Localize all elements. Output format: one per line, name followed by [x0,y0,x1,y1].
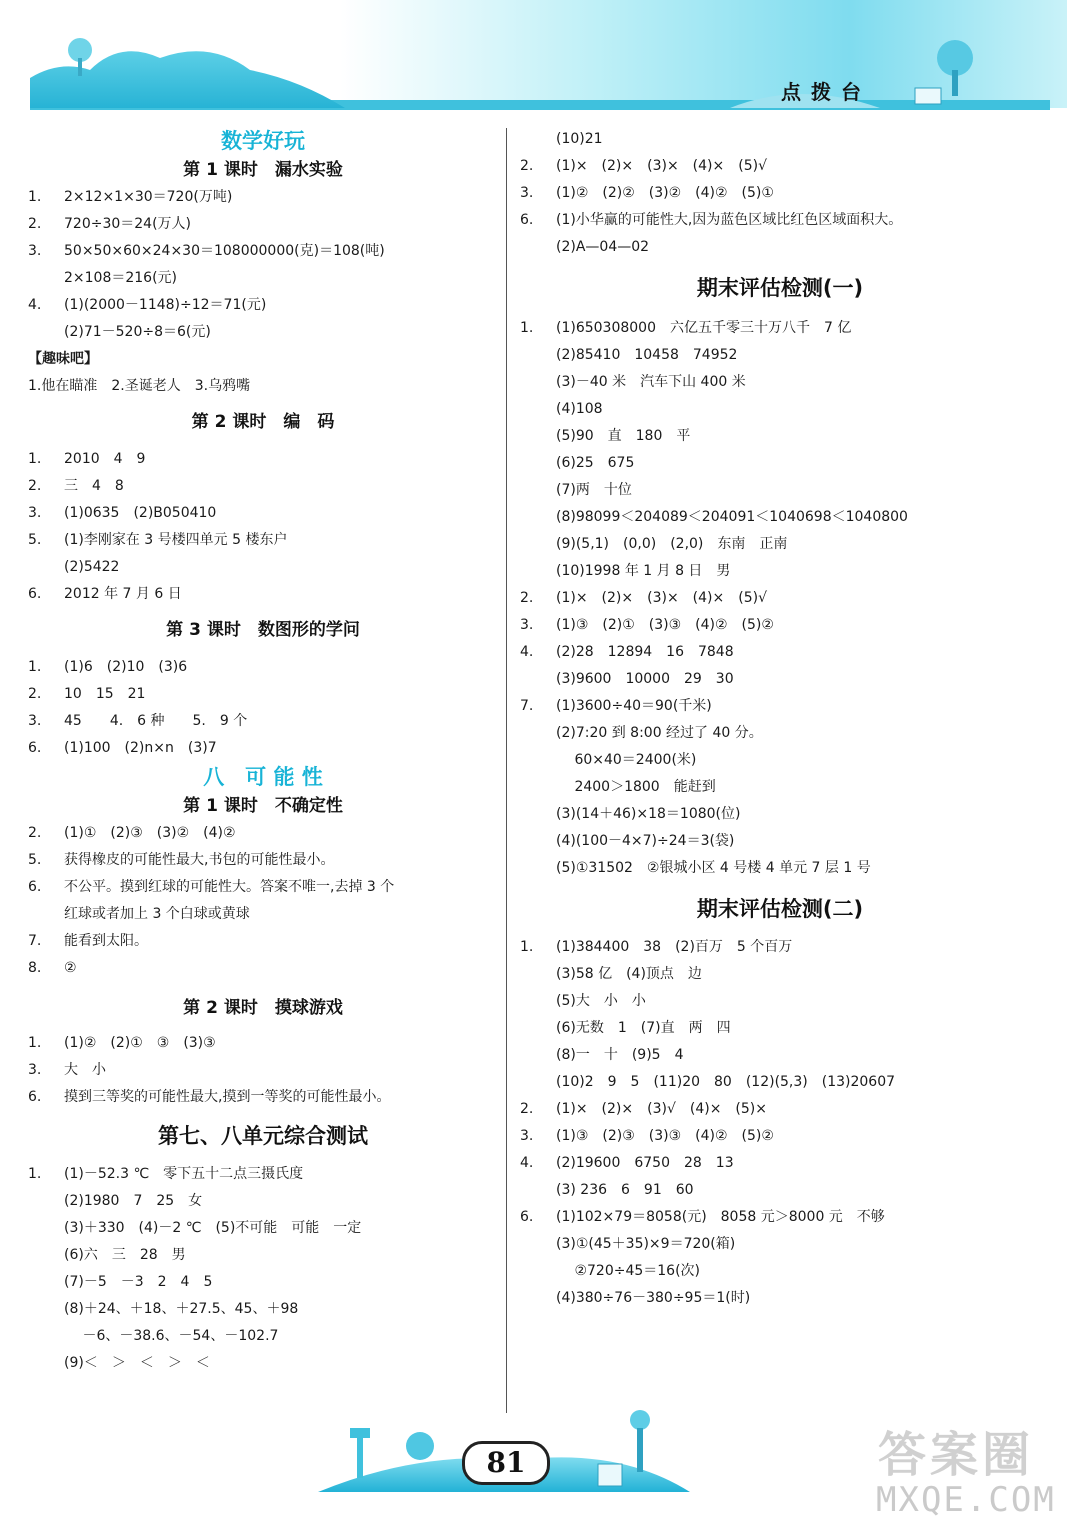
answer-line [520,1042,1040,1069]
answer-line [28,473,498,500]
answer-line [28,211,498,238]
answer-text: (2)28 12894 16 7848 [556,644,734,660]
answer-line [520,1177,1040,1204]
answer-line [520,504,1040,531]
answer-line [28,1030,498,1057]
question-number: 3. [28,505,42,521]
answer-line [28,654,498,681]
answer-text: (2)1980 7 25 女 [64,1193,203,1209]
question-number: 2. [28,216,42,232]
answer-text: (5)90 直 180 平 [556,428,691,444]
question-number: 2. [520,590,534,606]
answer-text: (2)7:20 到 8:00 经过了 40 分。 [556,725,763,741]
answer-line [520,747,1040,774]
answer-line [520,1258,1040,1285]
answer-text: (7)－5 －3 2 4 5 [64,1274,213,1290]
answer-text: (3)9600 10000 29 30 [556,671,734,687]
answer-line [520,207,1040,234]
answer-text: (1)② (2)① ③ (3)③ [64,1035,216,1051]
watermark-logo: 答案圈 [878,1427,1035,1483]
question-number: 1. [520,320,534,336]
answer-line [520,934,1040,961]
answer-list [28,446,498,608]
question-number: 6. [28,1089,42,1105]
answer-list [28,654,498,762]
answer-line [520,612,1040,639]
answer-text: (1)× (2)× (3)× (4)× (5)√ [556,158,767,174]
answer-text: 2010 4 9 [64,451,146,467]
question-number: 1. [28,1166,42,1182]
lesson-title-uncertainty: 第 1 课时 不确定性 [183,796,343,816]
answer-line [520,1285,1040,1312]
answer-text: (5)①31502 ②银城小区 4 号楼 4 单元 7 层 1 号 [556,860,871,876]
answer-line [28,955,498,982]
section-title-unit-test: 第七、八单元综合测试 [158,1124,368,1148]
answer-text: (2)85410 10458 74952 [556,347,738,363]
answer-line [520,423,1040,450]
answer-line [28,847,498,874]
answer-line [520,774,1040,801]
fun-corner-answers: 1.他在瞄准 2.圣诞老人 3.乌鸦嘴 [28,378,251,394]
answer-text: (1)650308000 六亿五千零三十万八千 7 亿 [556,320,852,336]
answer-text: (1)③ (2)① (3)③ (4)② (5)② [556,617,774,633]
answer-text: (3)58 亿 (4)顶点 边 [556,966,702,982]
answer-line [28,319,498,346]
answer-text: 50×50×60×24×30＝108000000(克)＝108(吨) [64,243,385,259]
answer-line [520,234,1040,261]
answer-text: (1)100 (2)n×n (3)7 [64,740,217,756]
answer-line [28,1323,498,1350]
answer-line [520,558,1040,585]
question-number: 6. [28,740,42,756]
watermark-url: MXQE.COM [876,1480,1056,1520]
question-number: 6. [520,212,534,228]
answer-line [28,1242,498,1269]
answer-line [28,1161,498,1188]
answer-text: (8)＋24、＋18、＋27.5、45、＋98 [64,1301,299,1317]
question-number: 1. [28,659,42,675]
answer-line [28,1350,498,1377]
answer-line [520,315,1040,342]
answer-line [520,720,1040,747]
answer-text: (1)0635 (2)B050410 [64,505,217,521]
answer-line [28,874,498,901]
question-number: 1. [28,189,42,205]
answer-line [28,901,498,928]
answer-text: 2×108＝216(元) [64,270,178,286]
answer-line [520,693,1040,720]
answer-text: (4)(100－4×7)÷24＝3(袋) [556,833,735,849]
answer-text: (1)3600÷40＝90(千米) [556,698,712,714]
column-divider [506,128,507,1413]
left-column [28,126,498,1377]
answer-line [28,238,498,265]
answer-line [28,554,498,581]
answer-text: (2)19600 6750 28 13 [556,1155,734,1171]
answer-text: －6、－38.6、－54、－102.7 [64,1328,279,1344]
answer-text: 获得橡皮的可能性最大,书包的可能性最小。 [64,852,335,868]
answer-line [28,1057,498,1084]
answer-text: (1)① (2)③ (3)② (4)② [64,825,236,841]
answer-text: (1)× (2)× (3)× (4)× (5)√ [556,590,767,606]
answer-text: 2400＞1800 能赶到 [556,779,716,795]
answer-text: (5)大 小 小 [556,993,646,1009]
answer-list [520,126,1040,261]
answer-text: 能看到太阳。 [64,933,148,949]
answer-line [28,581,498,608]
answer-line [520,585,1040,612]
answer-text: (1)102×79＝8058(元) 8058 元＞8000 元 不够 [556,1209,885,1225]
answer-text: 2×12×1×30＝720(万吨) [64,189,233,205]
question-number: 6. [28,879,42,895]
answer-text: (1)③ (2)③ (3)③ (4)② (5)② [556,1128,774,1144]
answer-line [28,1269,498,1296]
question-number: 3. [28,713,42,729]
question-number: 2. [520,158,534,174]
answer-text: ②720÷45＝16(次) [556,1263,701,1279]
answer-line [28,527,498,554]
answer-line [520,1231,1040,1258]
answer-text: (9)＜ ＞ ＜ ＞ ＜ [64,1355,210,1371]
answer-line [28,184,498,211]
question-number: 2. [28,478,42,494]
answer-list [28,820,498,982]
answer-line [28,1215,498,1242]
question-number: 2. [28,825,42,841]
answer-line [520,450,1040,477]
question-number: 8. [28,960,42,976]
answer-line [520,828,1040,855]
answer-line [520,855,1040,882]
answer-text: (1)小华赢的可能性大,因为蓝色区域比红色区域面积大。 [556,212,903,228]
question-number: 4. [28,297,42,313]
answer-line [28,265,498,292]
header-title: 点拨台 [781,80,871,104]
answer-list [28,1161,498,1377]
question-number: 7. [28,933,42,949]
answer-line [520,1123,1040,1150]
fun-corner-label: 【趣味吧】 [28,351,98,367]
answer-line [520,180,1040,207]
question-number: 7. [520,698,534,714]
question-number: 4. [520,1155,534,1171]
answer-line [520,666,1040,693]
question-number: 5. [28,852,42,868]
answer-text: (3)(14＋46)×18＝1080(位) [556,806,741,822]
answer-text: (2)71－520÷8＝6(元) [64,324,211,340]
answer-text: (3) 236 6 91 60 [556,1182,694,1198]
answer-line [28,681,498,708]
answer-text: (8)一 十 (9)5 4 [556,1047,684,1063]
answer-text: 三 4 8 [64,478,124,494]
answer-line [520,342,1040,369]
answer-line [520,153,1040,180]
answer-text: (2)5422 [64,559,120,575]
answer-text: 红球或者加上 3 个白球或黄球 [64,906,250,922]
answer-line [28,1084,498,1111]
answer-line [28,928,498,955]
answer-text: 45 4. 6 种 5. 9 个 [64,713,248,729]
answer-text: (7)两 十位 [556,482,632,498]
answer-text: (1)6 (2)10 (3)6 [64,659,188,675]
question-number: 1. [28,1035,42,1051]
question-number: 3. [28,1062,42,1078]
answer-line [520,1096,1040,1123]
question-number: 6. [28,586,42,602]
answer-text: (1)384400 38 (2)百万 5 个百万 [556,939,793,955]
answer-line [28,1296,498,1323]
question-number: 1. [28,451,42,467]
answer-line [28,1188,498,1215]
answer-line [520,1150,1040,1177]
answer-list [520,934,1040,1312]
answer-line [28,708,498,735]
answer-line [28,500,498,527]
answer-line [520,126,1040,153]
lesson-title-coding: 第 2 课时 编 码 [191,412,335,432]
answer-text: (1)× (2)× (3)√ (4)× (5)× [556,1101,767,1117]
answer-text: 摸到三等奖的可能性最大,摸到一等奖的可能性最小。 [64,1089,391,1105]
answer-line [520,369,1040,396]
answer-line [520,396,1040,423]
answer-line [520,1204,1040,1231]
question-number: 3. [28,243,42,259]
header-banner [0,0,1067,120]
answer-text: (1)(2000－1148)÷12＝71(元) [64,297,267,313]
question-number: 6. [520,1209,534,1225]
question-number: 4. [520,644,534,660]
answer-text: (4)380÷76－380÷95＝1(时) [556,1290,751,1306]
answer-text: (2)A—04—02 [556,239,650,255]
answer-line [520,1015,1040,1042]
answer-line [520,477,1040,504]
answer-text: (6)25 675 [556,455,635,471]
lesson-title-ball-game: 第 2 课时 摸球游戏 [183,998,343,1018]
answer-line [28,292,498,319]
answer-line [520,639,1040,666]
question-number: 5. [28,532,42,548]
lesson-title-counting-shapes: 第 3 课时 数图形的学问 [166,620,360,640]
answer-text: 大 小 [64,1062,106,1078]
answer-text: (1)② (2)② (3)② (4)② (5)① [556,185,774,201]
answer-line [520,1069,1040,1096]
header-landscape-illustration [0,0,1067,120]
answer-text: (1)李刚家在 3 号楼四单元 5 楼东户 [64,532,288,548]
answer-text: 2012 年 7 月 6 日 [64,586,182,602]
right-column [520,126,1040,1312]
answer-text: (3)①(45＋35)×9＝720(箱) [556,1236,736,1252]
answer-list [28,184,498,346]
question-number: 2. [28,686,42,702]
answer-text: 10 15 21 [64,686,146,702]
answer-text: (8)98099＜204089＜204091＜1040698＜1040800 [556,509,908,525]
section-title-possibility: 八 可 能 性 [203,765,323,789]
answer-line [28,820,498,847]
answer-line [28,735,498,762]
page-number: 81 [462,1441,550,1485]
question-number: 3. [520,617,534,633]
answer-text: 不公平。摸到红球的可能性大。答案不唯一,去掉 3 个 [64,879,395,895]
answer-line [520,988,1040,1015]
answer-text: (10)2 9 5 (11)20 80 (12)(5,3) (13)20607 [556,1074,896,1090]
answer-line [28,446,498,473]
section-title-math-fun: 数学好玩 [221,129,305,153]
answer-text: (4)108 [556,401,603,417]
section-title-final-exam-2: 期末评估检测(二) [696,897,864,921]
answer-text: (6)六 三 28 男 [64,1247,186,1263]
question-number: 3. [520,185,534,201]
answer-line [520,801,1040,828]
answer-list [520,315,1040,882]
answer-text: (3)＋330 (4)－2 ℃ (5)不可能 可能 一定 [64,1220,362,1236]
answer-text: (10)21 [556,131,603,147]
section-title-final-exam-1: 期末评估检测(一) [696,276,864,300]
answer-text: (9)(5,1) (0,0) (2,0) 东南 正南 [556,536,788,552]
answer-list [28,1030,498,1111]
answer-text: (1)－52.3 ℃ 零下五十二点三摄氏度 [64,1166,304,1182]
question-number: 1. [520,939,534,955]
answer-text: ② [64,960,77,976]
answer-text: 720÷30＝24(万人) [64,216,192,232]
answer-text: 60×40＝2400(米) [556,752,697,768]
answer-text: (6)无数 1 (7)直 两 四 [556,1020,731,1036]
answer-text: (3)－40 米 汽车下山 400 米 [556,374,746,390]
answer-line [520,961,1040,988]
answer-line [520,531,1040,558]
question-number: 3. [520,1128,534,1144]
answer-text: (10)1998 年 1 月 8 日 男 [556,563,731,579]
lesson-title-leak-experiment: 第 1 课时 漏水实验 [183,160,343,180]
question-number: 2. [520,1101,534,1117]
